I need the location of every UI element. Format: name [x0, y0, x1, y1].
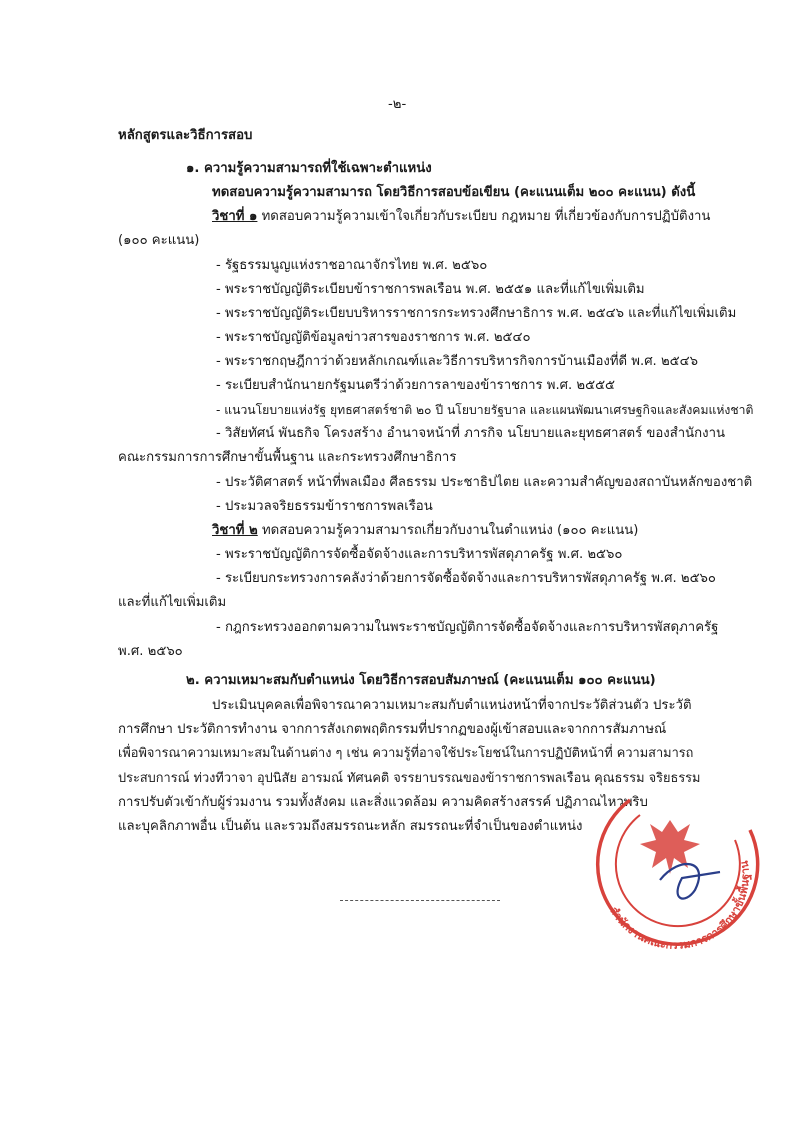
garuda-icon: [640, 820, 700, 874]
subject1-vision-line1: - วิสัยทัศน์ พันธกิจ โครงสร้าง อำนาจหน้าที่ ภารกิจ นโยบายและยุทธศาสตร์ ของสำนักงาน: [216, 426, 726, 441]
subject1-item: - พระราชบัญญัติระเบียบบริหารราชการกระทรวงศึกษาธิการ พ.ศ. ๒๕๔๖ และที่แก้ไขเพิ่มเติม: [216, 306, 737, 321]
official-seal-stamp: [570, 760, 770, 960]
page-heading: หลักสูตรและวิธีการสอบ: [118, 128, 253, 143]
svg-text:สำนักงานคณะกรรมการการศึกษาขั้น: [607, 859, 753, 951]
section2-paragraph-line: ประสบการณ์ ท่วงทีวาจา อุปนิสัย อารมณ์ ทัศนคติ จรรยาบรรณของข้าราชการพลเรือน คุณธรรม จริยธรรม: [118, 771, 701, 786]
section2-paragraph-line: และบุคลิกภาพอื่น เป็นต้น และรวมถึงสมรรถนะหลัก สมรรถนะที่จำเป็นของตำแหน่ง: [118, 819, 583, 834]
section2-paragraph-line: การศึกษา ประวัติการทำงาน จากการสังเกตพฤติกรรมที่ปรากฏของผู้เข้าสอบและจากการสัมภาษณ์: [118, 722, 667, 737]
subject1-item: - แนวนโยบายแห่งรัฐ ยุทธศาสตร์ชาติ ๒๐ ปี นโยบายรัฐบาล และแผนพัฒนาเศรษฐกิจและสังคมแห่งชาติ: [216, 403, 754, 417]
subject2-label: วิชาที่ ๒: [212, 523, 258, 538]
end-divider: [340, 900, 500, 901]
subject1-item: - พระราชบัญญัติข้อมูลข่าวสารของราชการ พ.ศ. ๒๕๔๐: [216, 330, 531, 345]
section2-paragraph-line: เพื่อพิจารณาความเหมาะสมในด้านต่าง ๆ เช่น ความรู้ที่อาจใช้ประโยชน์ในการปฏิบัติหน้าที่ ความสามารถ: [118, 746, 694, 761]
subject1-line: [212, 208, 710, 226]
subject2-line: [212, 522, 638, 540]
subject1-vision-line2: คณะกรรมการการศึกษาขั้นพื้นฐาน และกระทรวงศึกษาธิการ: [118, 450, 457, 465]
subject1-text: ทดสอบความรู้ความเข้าใจเกี่ยวกับระเบียบ กฎหมาย ที่เกี่ยวข้องกับการปฏิบัติงาน: [257, 209, 711, 224]
section2-paragraph-line: ประเมินบุคคลเพื่อพิจารณาความเหมาะสมกับตำแหน่งหน้าที่จากประวัติส่วนตัว ประวัติ: [212, 698, 692, 713]
subject1-score: (๑๐๐ คะแนน): [118, 233, 200, 248]
subject1-item: - ประมวลจริยธรรมข้าราชการพลเรือน: [216, 499, 433, 514]
section2-title: ๒. ความเหมาะสมกับตำแหน่ง โดยวิธีการสอบสัมภาษณ์ (คะแนนเต็ม ๑๐๐ คะแนน): [186, 673, 656, 688]
subject2-item: - ระเบียบกระทรวงการคลังว่าด้วยการจัดซื้อจัดจ้างและการบริหารพัสดุภาครัฐ พ.ศ. ๒๕๖๐: [216, 571, 716, 586]
stamp-text: สำนักงานคณะกรรมการการศึกษาขั้นพื้นฐาน: [607, 859, 752, 952]
section2-paragraph-line: การปรับตัวเข้ากับผู้ร่วมงาน รวมทั้งสังคม และสิ่งแวดล้อม ความคิดสร้างสรรค์ ปฏิภาณไหวพริบ: [118, 795, 648, 810]
subject1-item: - ประวัติศาสตร์ หน้าที่พลเมือง ศีลธรรม ประชาธิปไตย และความสำคัญของสถาบันหลักของชาติ: [216, 475, 753, 490]
subject1-label: วิชาที่ ๑: [212, 209, 258, 224]
subject2-text: ทดสอบความรู้ความสามารถเกี่ยวกับงานในตำแหน่ง (๑๐๐ คะแนน): [257, 523, 639, 538]
subject1-item: - ระเบียบสำนักนายกรัฐมนตรีว่าด้วยการลาของข้าราชการ พ.ศ. ๒๕๕๕: [216, 378, 616, 393]
subject1-item: - พระราชกฤษฎีกาว่าด้วยหลักเกณฑ์และวิธีการบริหารกิจการบ้านเมืองที่ดี พ.ศ. ๒๕๔๖: [216, 354, 698, 369]
subject1-item: - รัฐธรรมนูญแห่งราชอาณาจักรไทย พ.ศ. ๒๕๖๐: [216, 258, 488, 273]
section1-intro: ทดสอบความรู้ความสามารถ โดยวิธีการสอบข้อเขียน (คะแนนเต็ม ๒๐๐ คะแนน) ดังนี้: [212, 185, 696, 200]
section1-title: ๑. ความรู้ความสามารถที่ใช้เฉพาะตำแหน่ง: [186, 161, 432, 176]
subject2-item: - พระราชบัญญัติการจัดซื้อจัดจ้างและการบริหารพัสดุภาครัฐ พ.ศ. ๒๕๖๐: [216, 547, 623, 562]
subject2-item-cont: พ.ศ. ๒๕๖๐: [118, 644, 183, 659]
subject2-item-cont: และที่แก้ไขเพิ่มเติม: [118, 595, 227, 610]
page-number: -๒-: [388, 97, 407, 112]
subject2-item: - กฎกระทรวงออกตามความในพระราชบัญญัติการจัดซื้อจัดจ้างและการบริหารพัสดุภาครัฐ: [216, 620, 719, 635]
subject1-item: - พระราชบัญญัติระเบียบข้าราชการพลเรือน พ.ศ. ๒๕๕๑ และที่แก้ไขเพิ่มเติม: [216, 282, 645, 297]
